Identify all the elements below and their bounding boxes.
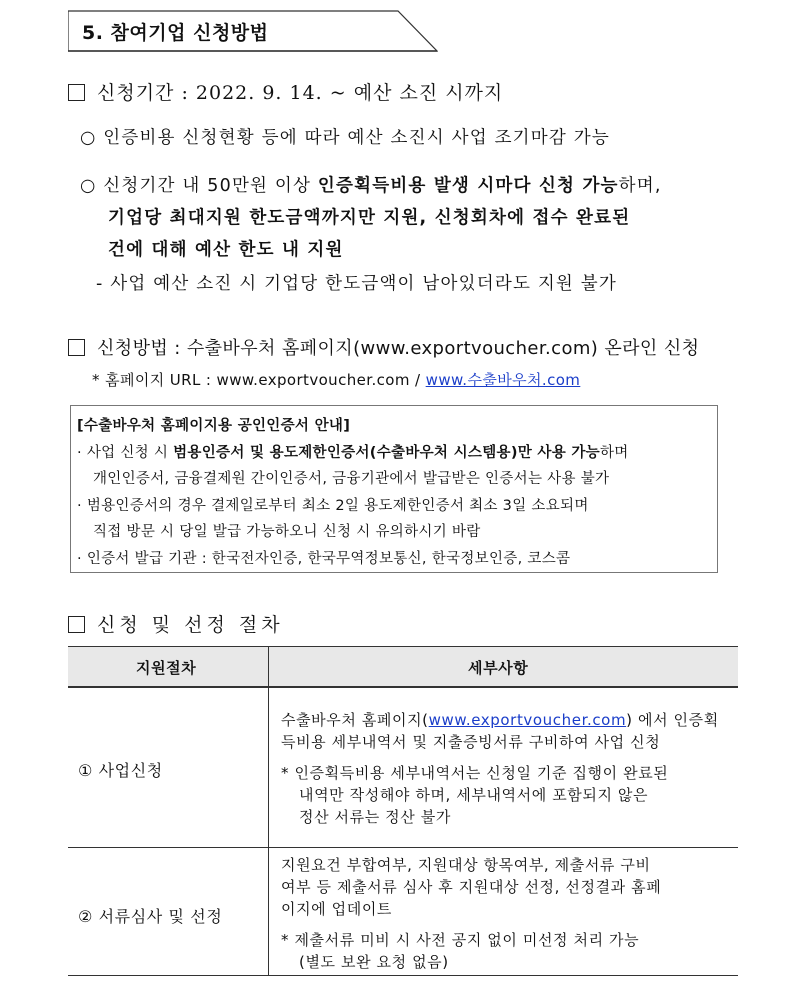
procedure-heading: 신청 및 선정 절차 [97,614,284,636]
method-heading-row [68,334,699,360]
step-1-note-2: 내역만 작성해야 하며, 세부내역서에 포함되지 않은 [299,786,649,804]
period-bullet-2-line-3 [108,236,344,261]
table-top-border [68,646,738,647]
table-header-border [68,686,738,688]
notice-title: [수출바우처 홈페이지용 공인인증서 안내] [77,418,351,434]
period-heading-row [68,78,503,105]
header-details: 세부사항 [468,659,529,677]
table-row-divider [68,847,738,848]
bullet2-text-bold: 인증획득비용 발생 시마다 신청 가능 [317,176,619,196]
step-2-note-1: * 제출서류 미비 시 사전 공지 없이 미선정 처리 가능 [281,931,640,949]
step-1-line-1 [281,709,719,730]
checkbox-icon [68,339,85,356]
step-2-line-3: 이지에 업데이트 [281,900,392,918]
step-1-name: ① 사업신청 [78,761,163,780]
section-title: 5. 참여기업 신청방법 [82,22,269,44]
step-2-line-2: 여부 등 제출서류 심사 후 지원대상 선정, 선정결과 홈페 [281,878,662,896]
step-2-line-1: 지원요건 부합여부, 지원대상 항목여부, 제출서류 구비 [281,856,651,874]
step-1-line-2: 득비용 세부내역서 및 지출증빙서류 구비하여 사업 신청 [281,733,661,751]
table-column-divider [268,646,269,976]
homepage-korean-link[interactable]: www.수출바우처.com [425,371,581,389]
notice-row-1 [77,441,629,462]
notice-row-4: 직접 방문 시 당일 발급 가능하오니 신청 시 유의하시기 바람 [93,524,481,540]
certificate-notice-box [70,405,718,573]
step-2-note-2: (별도 보완 요청 없음) [299,953,449,971]
bullet2-text-c: 하며, [618,176,662,196]
procedure-heading-row [68,610,284,637]
period-bullet-1: ○ 인증비용 신청현황 등에 따라 예산 소진시 사업 조기마감 가능 [80,128,610,148]
exportvoucher-link[interactable]: www.exportvoucher.com [428,711,627,729]
table-bottom-border [68,975,738,976]
bullet2-text-a: ○ 신청기간 내 50만원 이상 [80,176,318,196]
checkbox-icon [68,84,85,101]
period-sub-note: - 사업 예산 소진 시 기업당 한도금액이 남아있더라도 지원 불가 [96,274,618,294]
step-1-note-3: 정산 서류는 정산 불가 [299,808,451,826]
homepage-url-row [92,369,580,390]
method-heading: 신청방법 : 수출바우처 홈페이지(www.exportvoucher.com) 온라인 신청 [97,338,700,359]
step1-line1-b: ) 에서 인증획 [626,711,719,729]
header-support-procedure: 지원절차 [136,659,197,677]
notice-row1-bold: 범용인증서 및 용도제한인증서(수출바우처 시스템용)만 사용 가능 [173,445,600,461]
notice-row-2: 개인인증서, 금융결제원 간이인증서, 금융기관에서 발급받은 인증서는 사용 불가 [93,471,610,487]
procedure-table [68,646,738,976]
notice-row1-a: · 사업 신청 시 [77,445,174,461]
step1-line1-a: 수출바우처 홈페이지( [281,711,429,729]
step-2-name: ② 서류심사 및 선정 [78,907,223,926]
notice-row-3: · 범용인증서의 경우 결제일로부터 최소 2일 용도제한인증서 최소 3일 소요되며 [77,498,589,514]
notice-row1-c: 하며 [599,445,629,461]
period-bullet-2-line-1 [80,172,662,197]
section-header-tab [68,10,438,52]
step-1-note-1: * 인증획득비용 세부내역서는 신청일 기준 집행이 완료된 [281,764,669,782]
notice-row-5: · 인증서 발급 기관 : 한국전자인증, 한국무역정보통신, 한국정보인증, 코스콤 [77,551,571,567]
period-heading: 신청기간 : 2022. 9. 14. ~ 예산 소진 시까지 [97,82,504,104]
period-bullet-2-line-2: 기업당 최대지원 한도금액까지만 지원, 신청회차에 접수 완료된 [108,208,631,228]
homepage-url-text: * 홈페이지 URL : www.exportvoucher.com / [92,371,426,389]
bullet2-line3-text: 건에 대해 예산 한도 내 지원 [108,240,344,260]
checkbox-icon [68,616,85,633]
